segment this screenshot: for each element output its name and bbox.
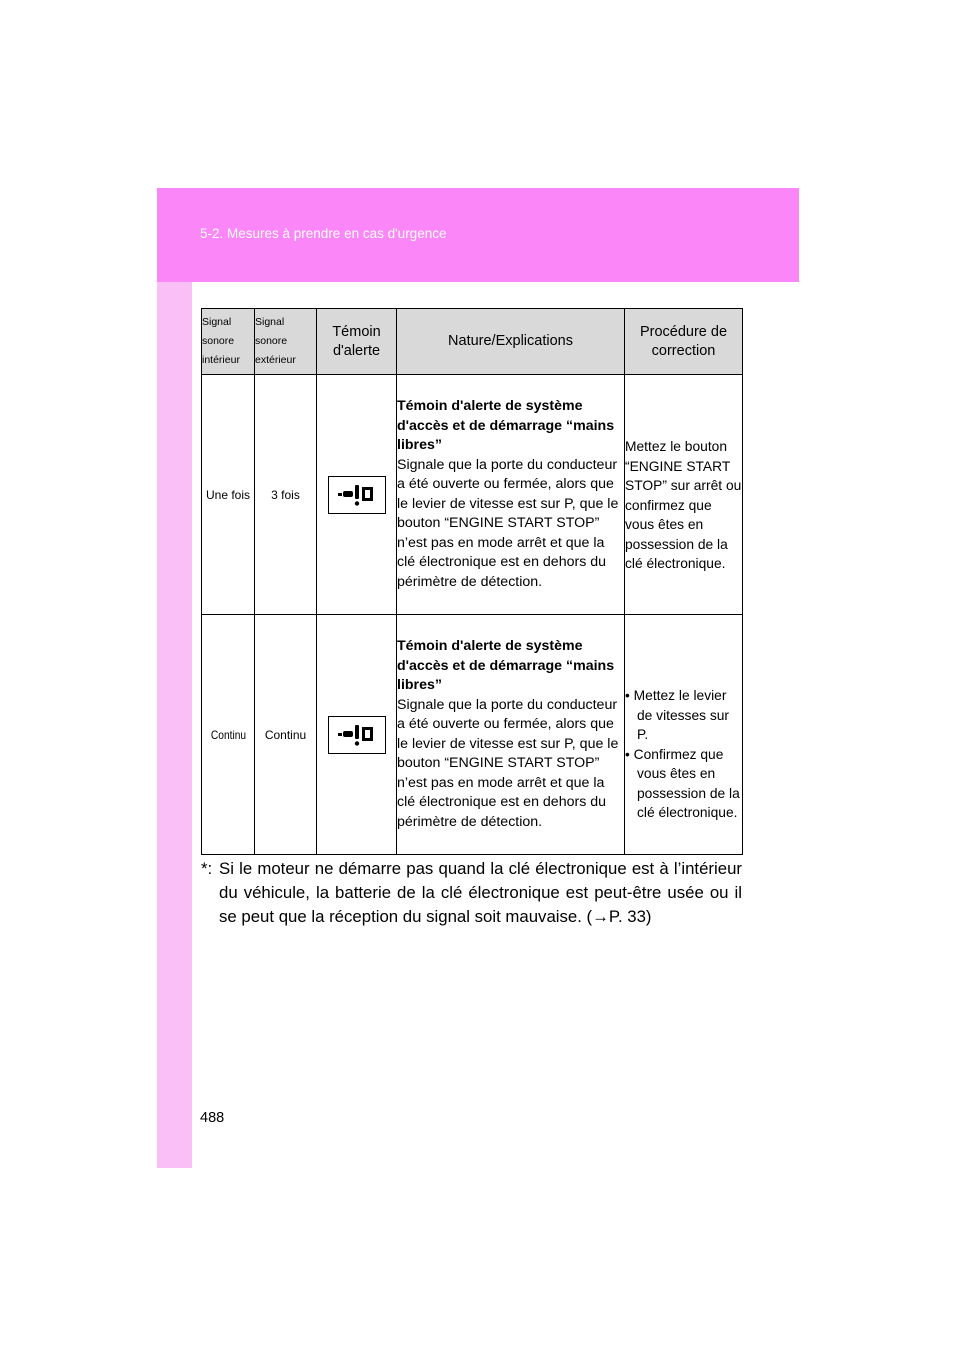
header-buzzer-outside: Signal sonore extérieur: [255, 309, 317, 375]
header-procedure: Procédure de correction: [625, 309, 743, 375]
buzzer-inside-value: Continu: [205, 615, 250, 855]
page-number: 488: [200, 1110, 225, 1126]
header-nature: Nature/Explications: [397, 309, 625, 375]
nature-title: Témoin d'alerte de système d'accès et de démarrage “mains libres”: [397, 398, 615, 453]
nature-explanation: [397, 615, 625, 855]
warning-buzzer-table: [201, 308, 743, 855]
footnote-marker: *:: [201, 859, 213, 878]
footnote-text: Si le moteur ne démarre pas quand la clé électronique est à l’intérieur du véhicule, la batterie de la clé électronique est peut-être usée ou il se peut que la réception du signal soit mauvaise. (→P. 33): [219, 859, 742, 926]
buzzer-outside-value: 3 fois: [255, 375, 317, 615]
smart-key-system-warning-icon: [328, 476, 386, 514]
nature-text: Signale que la porte du conducteur a été ouverte ou fermée, alors que le levier de vitesse est sur P, que le bouton “ENGINE START STOP” n’est pas en mode arrêt et que la clé électronique est en dehors du périmètre de détection.: [397, 696, 619, 830]
section-title: 5-2. Mesures à prendre en cas d'urgence: [200, 226, 447, 241]
procedure-item: • Mettez le levier de vitesses sur P.: [625, 686, 742, 745]
nature-text: Signale que la porte du conducteur a été ouverte ou fermée, alors que le levier de vitesse est sur P, que le bouton “ENGINE START STOP” n’est pas en mode arrêt et que la clé électronique est en dehors du périmètre de détection.: [397, 456, 619, 590]
buzzer-inside-value: Une fois: [202, 375, 255, 615]
header-warning-light: Témoin d'alerte: [317, 309, 397, 375]
table-row: [202, 615, 743, 855]
table-header-row: [202, 309, 743, 375]
table-row: [202, 375, 743, 615]
procedure-item: • Confirmez que vous êtes en possession de la clé électronique.: [625, 745, 742, 823]
warning-light-cell: [317, 375, 397, 615]
nature-explanation: [397, 375, 625, 615]
side-thumb-tab: [157, 282, 192, 1168]
procedure-text: Mettez le bouton “ENGINE START STOP” sur arrêt ou confirmez que vous êtes en possession de la clé électronique.: [625, 375, 743, 615]
buzzer-outside-value: Continu: [255, 615, 317, 855]
footnote: [201, 857, 742, 929]
smart-key-system-warning-icon: [328, 716, 386, 754]
procedure-list: [625, 686, 742, 823]
warning-light-cell: [317, 615, 397, 855]
header-buzzer-inside: Signal sonore intérieur: [202, 309, 255, 375]
nature-title: Témoin d'alerte de système d'accès et de démarrage “mains libres”: [397, 638, 615, 693]
procedure-list-cell: [625, 615, 743, 855]
